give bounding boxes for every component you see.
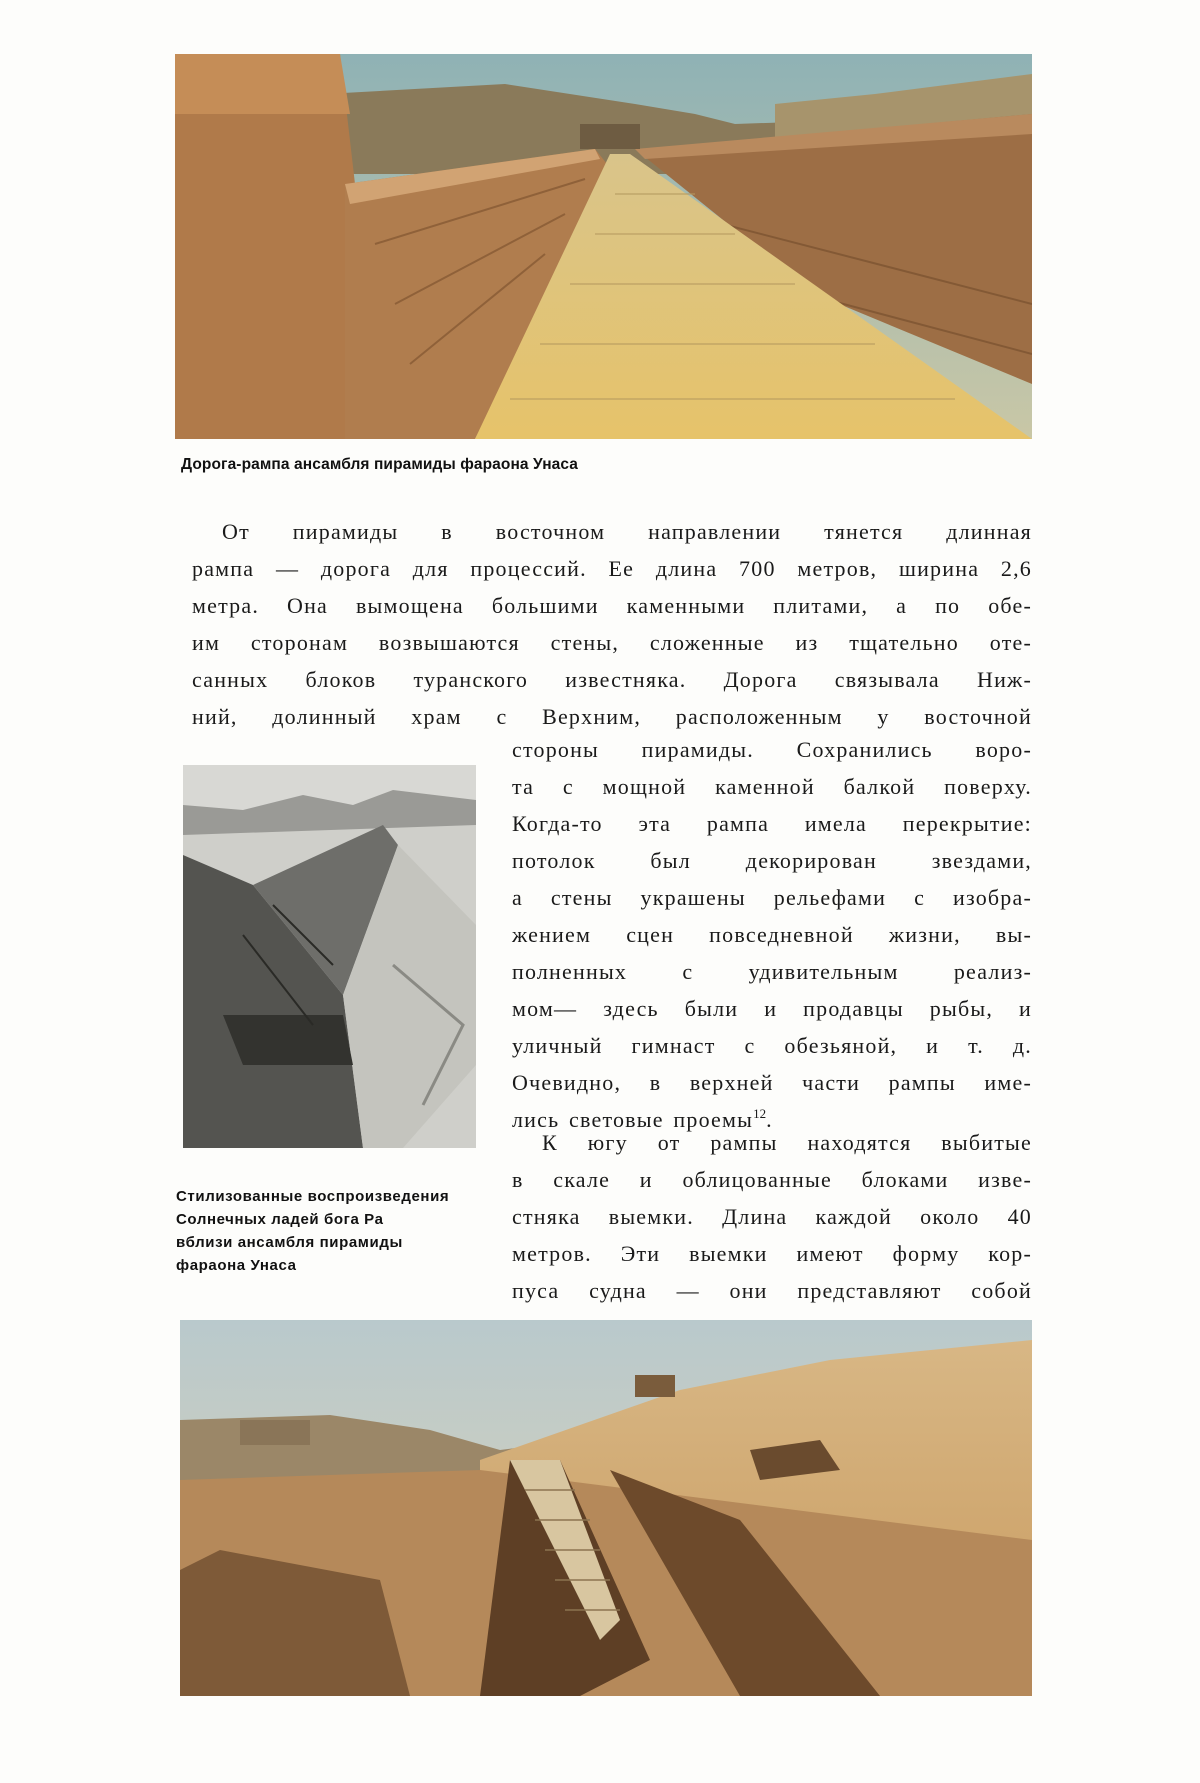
- text-line: им сторонам возвышаются стены, сложенные из тщательно оте-: [192, 630, 1032, 655]
- text-line: метра. Она вымощена большими каменными плитами, а по обе-: [192, 593, 1032, 618]
- text-line: та с мощной каменной балкой поверху.: [512, 774, 1032, 799]
- text-line: потолок был декорирован звездами,: [512, 848, 1032, 873]
- text-line: в скале и облицованные блоками изве-: [512, 1167, 1032, 1192]
- text-line: пуса судна — они представляют собой: [512, 1278, 1032, 1303]
- boat-pit-photo: [183, 765, 476, 1148]
- causeway-photo: [175, 54, 1032, 439]
- text-line: полненных с удивительным реализ-: [512, 959, 1032, 984]
- boat-pits-landscape-photo: [180, 1320, 1032, 1696]
- text-line: К югу от рампы находятся выбитые: [542, 1130, 1032, 1155]
- text-line: мом— здесь были и продавцы рыбы, и: [512, 996, 1032, 1021]
- side-photo-caption: [176, 1185, 449, 1277]
- text-line: метров. Эти выемки имеют форму кор-: [512, 1241, 1032, 1266]
- text-line: а стены украшены рельефами с изобра-: [512, 885, 1032, 910]
- text-line: санных блоков туранского известняка. Дорога связывала Ниж-: [192, 667, 1032, 692]
- top-photo-caption: Дорога-рампа ансамбля пирамиды фараона Унаса: [181, 456, 579, 473]
- text-line: жением сцен повседневной жизни, вы-: [512, 922, 1032, 947]
- text-line: стороны пирамиды. Сохранились воро-: [512, 737, 1032, 762]
- text-line: лись световые проемы: [512, 1107, 754, 1132]
- text-line: Очевидно, в верхней части рампы име-: [512, 1070, 1032, 1095]
- caption-line: Стилизованные воспроизведения: [176, 1188, 450, 1205]
- body-paragraph-1: [192, 513, 1032, 735]
- text-line: От пирамиды в восточном направлении тянется длинная: [222, 519, 1032, 544]
- caption-line: вблизи ансамбля пирамиды: [176, 1234, 403, 1251]
- text-line-last: лись световые проемы$^{12}$.: [512, 1106, 773, 1132]
- caption-line: фараона Унаса: [176, 1257, 297, 1274]
- body-paragraph-2: [512, 1124, 1032, 1309]
- text-line: стняка выемки. Длина каждой около 40: [512, 1204, 1032, 1229]
- caption-line: Солнечных ладей бога Ра: [176, 1211, 384, 1228]
- text-line: ний, долинный храм с Верхним, расположенным у восточной: [192, 704, 1032, 729]
- body-paragraph-1-column: [512, 731, 1032, 1138]
- text-line: уличный гимнаст с обезьяной, и т. д.: [512, 1033, 1032, 1058]
- text-line: рампа — дорога для процессий. Ее длина 700 метров, ширина 2,6: [192, 556, 1032, 581]
- text-line: Когда-то эта рампа имела перекрытие:: [512, 811, 1032, 836]
- footnote-ref: 12: [753, 1106, 767, 1121]
